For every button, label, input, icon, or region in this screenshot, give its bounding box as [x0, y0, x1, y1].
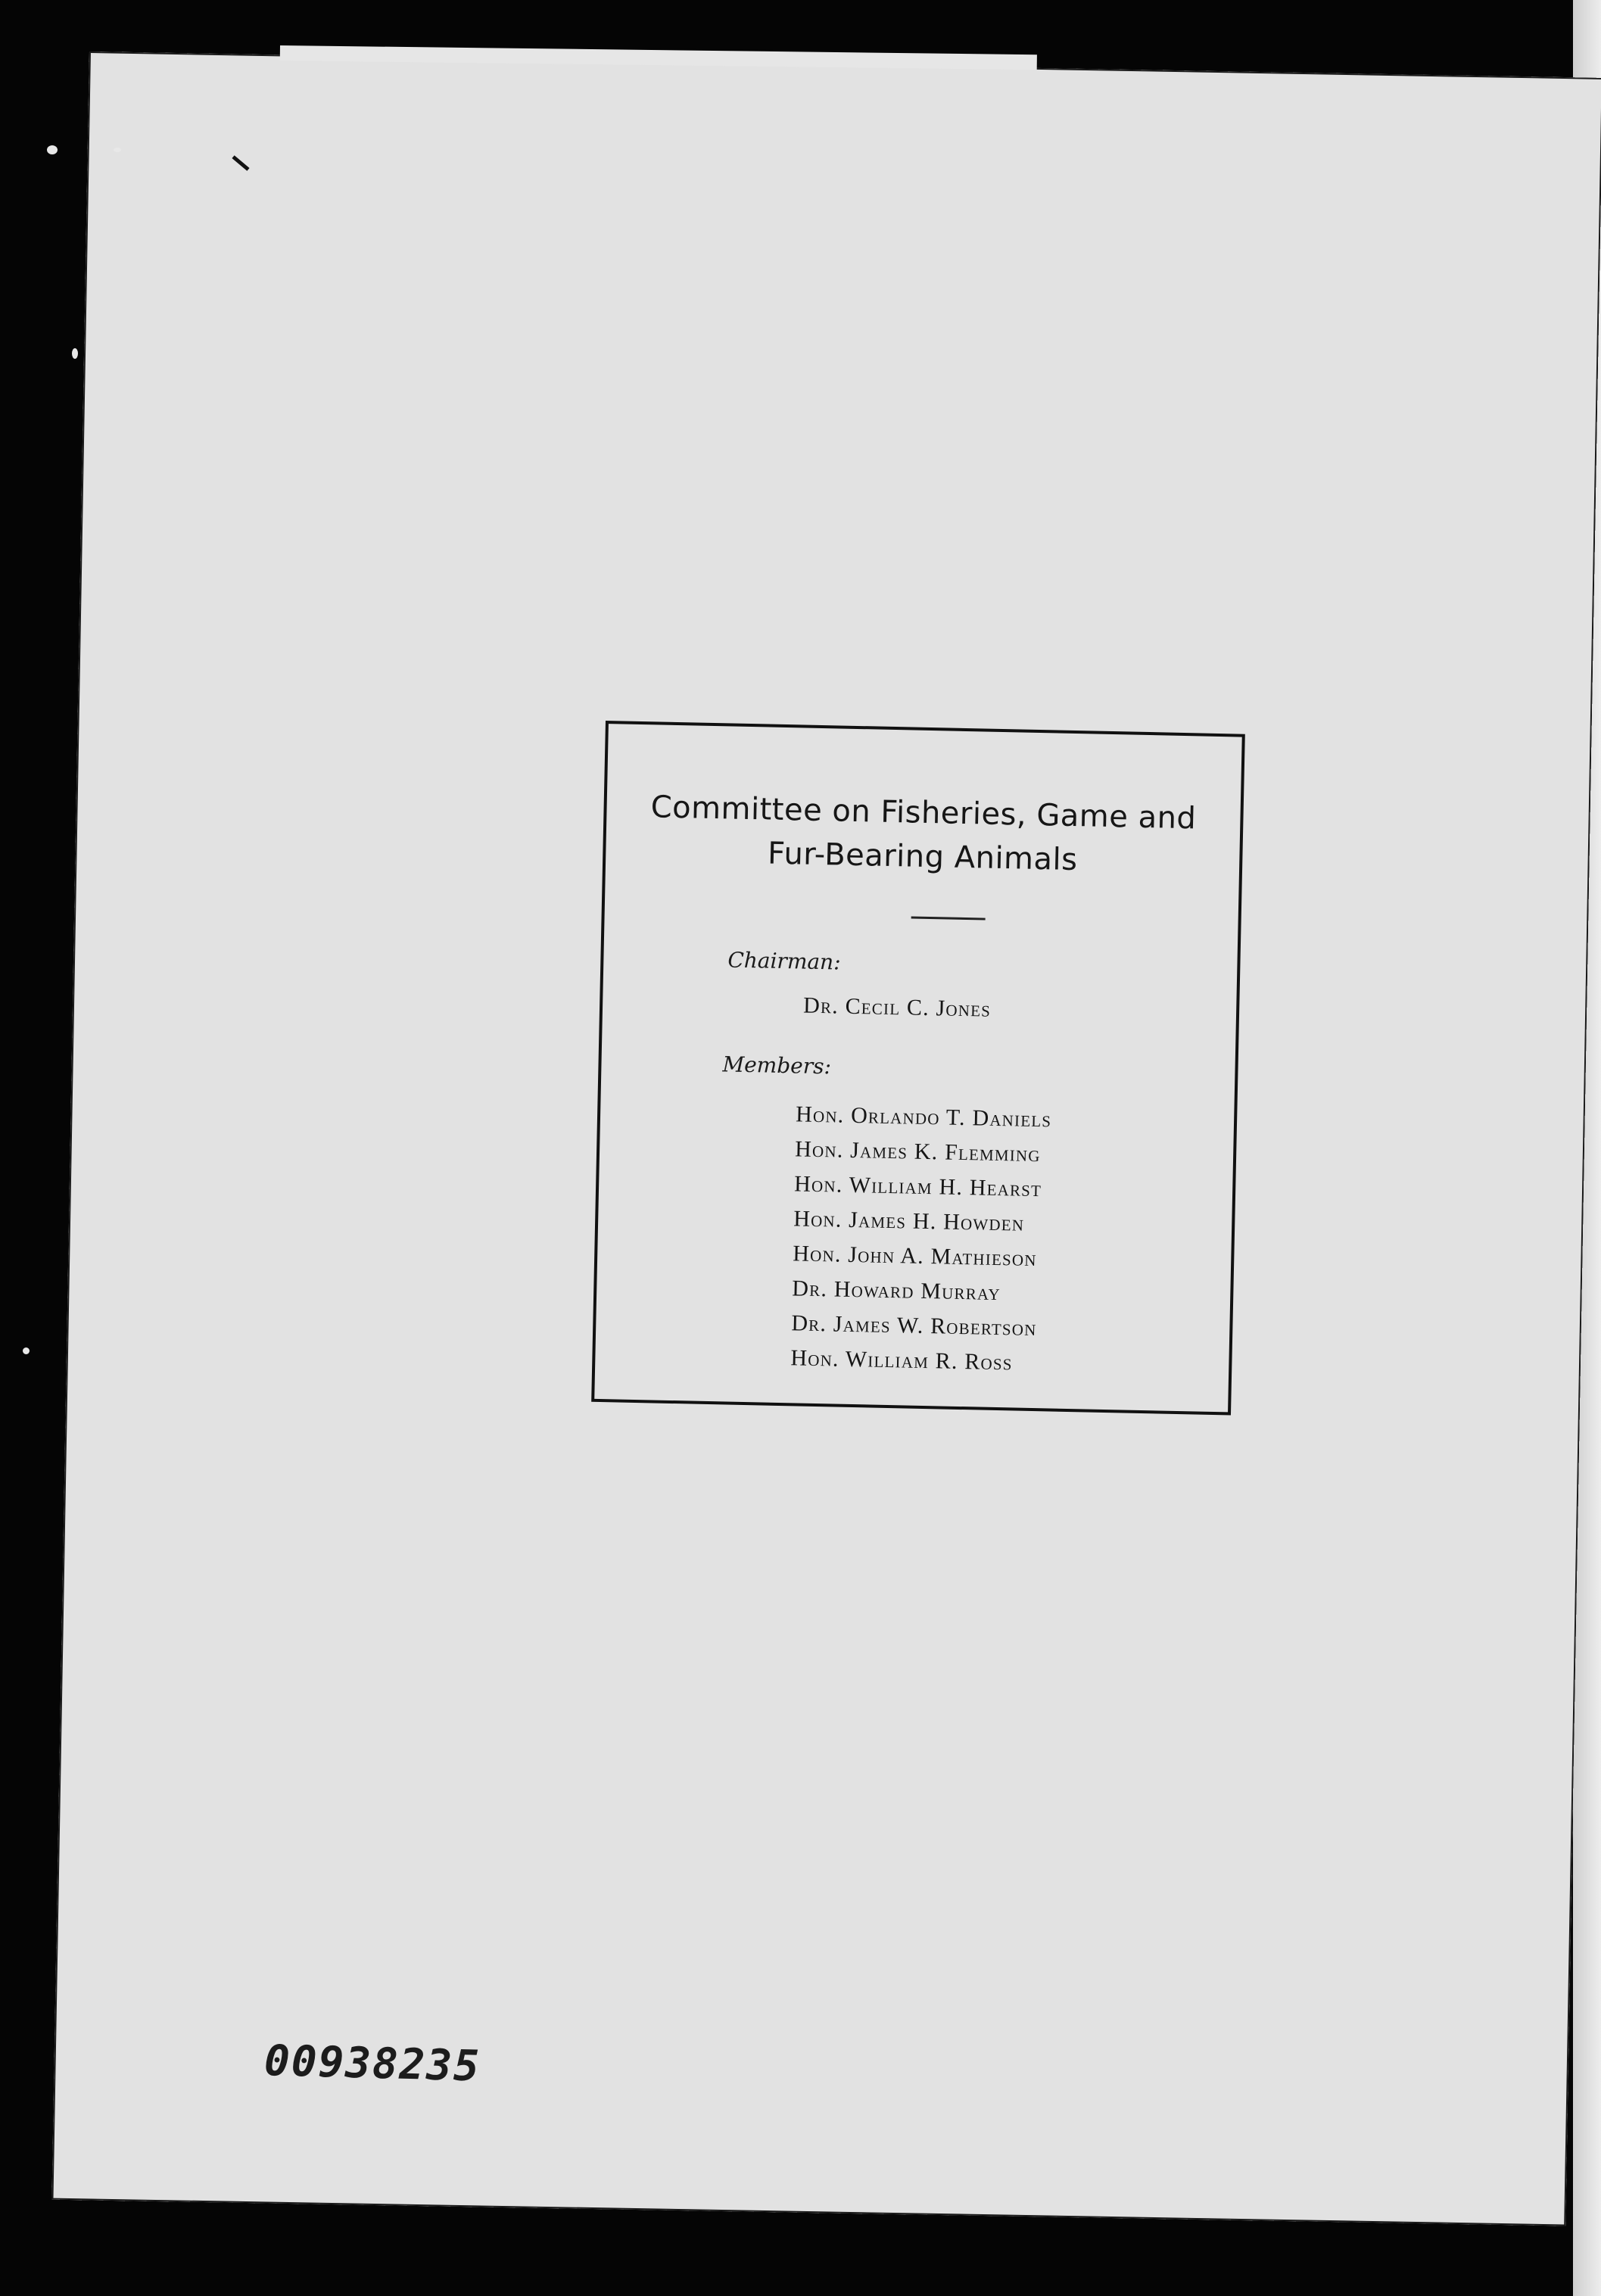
- member-name: Hon. William H. Hearst: [793, 1171, 1042, 1202]
- dust-speck: [114, 148, 121, 152]
- committee-title: [606, 784, 1241, 886]
- committee-box: [591, 721, 1245, 1415]
- member-name: Dr. James W. Robertson: [791, 1310, 1037, 1341]
- member-name: Hon. William R. Ross: [790, 1345, 1014, 1375]
- member-name: Dr. Howard Murray: [792, 1276, 1001, 1306]
- title-line-1: Committee on Fisheries, Game and: [650, 790, 1197, 836]
- chairman-label: Chairman:: [727, 947, 841, 975]
- dust-speck: [47, 145, 58, 154]
- dust-speck: [72, 348, 78, 359]
- chairman-name: Dr. Cecil C. Jones: [802, 992, 992, 1022]
- dust-speck: [23, 1347, 30, 1354]
- members-label: Members:: [722, 1051, 832, 1079]
- title-divider: [911, 917, 986, 921]
- member-name: Hon. John A. Mathieson: [792, 1241, 1038, 1272]
- title-line-2: Fur-Bearing Animals: [767, 836, 1078, 878]
- member-name: Hon. James H. Howden: [793, 1206, 1025, 1236]
- member-name: Hon. Orlando T. Daniels: [795, 1101, 1052, 1132]
- members-list: [790, 1097, 1052, 1381]
- archive-stamp-number: 00938235: [263, 2036, 481, 2092]
- member-name: Hon. James K. Flemming: [794, 1136, 1042, 1167]
